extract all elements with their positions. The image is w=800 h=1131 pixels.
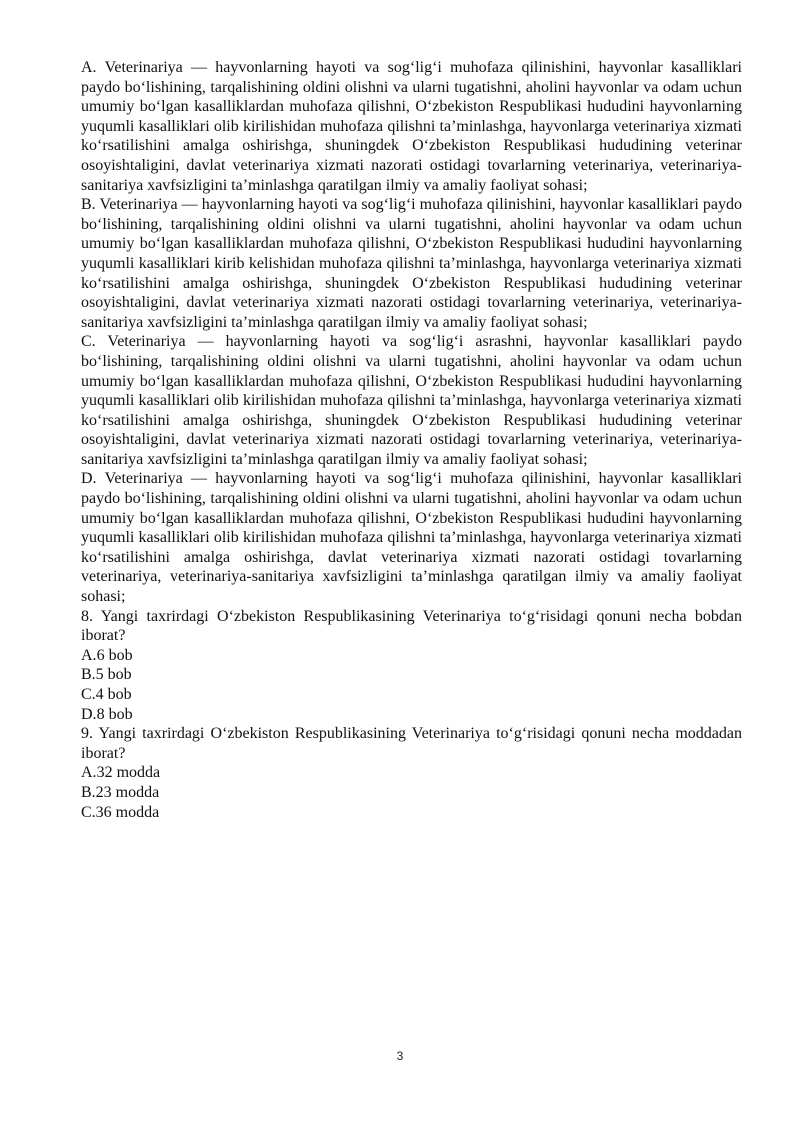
- option-letter: C.: [81, 333, 96, 351]
- option-letter: A.: [81, 646, 97, 664]
- option-text: 36 modda: [95, 803, 160, 821]
- question-text: Yangi taxrirdagi O‘zbekiston Respublikasining Veterinariya to‘g‘risidagi qonuni necha moddadan iborat?: [81, 725, 743, 762]
- question-8-option-b: [81, 665, 742, 685]
- document-body: [81, 58, 742, 822]
- question-8: [81, 607, 742, 646]
- question-9: [81, 724, 742, 763]
- question-number: 9.: [81, 725, 93, 743]
- option-letter: B.: [81, 666, 96, 684]
- option-text: 8 bob: [96, 705, 133, 723]
- option-c: [81, 332, 742, 469]
- option-text: 23 modda: [95, 783, 160, 801]
- option-letter: B.: [81, 196, 96, 214]
- question-8-option-c: [81, 685, 742, 705]
- question-9-option-a: [81, 763, 742, 783]
- question-8-option-d: [81, 705, 742, 725]
- option-text: Veterinariya — hayvonlarning hayoti va sog‘lig‘i asrashni, hayvonlar kasalliklari paydo bo‘lishining, tarqalishining oldini olishni va ularni tugatishni, aholini hayvonlar va odam uchun umumiy bo‘lgan kasalliklardan muhofaza qilishni, O‘zbekiston Respublikasi hududini hayvonlarning yuqumli kasalliklari olib kirilishidan muhofaza qilishni ta’minlashga, hayvonlarga veterinariya xizmati ko‘rsatilishini amalga oshirishga, shuningdek O‘zbekiston Respublikasi hududining veterinar osoyishtaligini, davlat veterinariya xizmati nazorati ostidagi tovarlarning veterinariya, veterinariya-sanitariya xavfsizligini ta’minlashga qaratilgan ilmiy va amaliy faoliyat sohasi;: [81, 333, 742, 468]
- option-letter: B.: [81, 783, 96, 801]
- question-text: Yangi taxrirdagi O‘zbekiston Respublikasining Veterinariya to‘g‘risidagi qonuni necha bobdan iborat?: [81, 607, 743, 645]
- option-letter: D.: [81, 705, 97, 723]
- option-text: 32 modda: [96, 764, 161, 782]
- option-letter: A.: [81, 764, 97, 782]
- option-text: Veterinariya — hayvonlarning hayoti va sog‘lig‘i muhofaza qilinishini, hayvonlar kasalliklari paydo bo‘lishining, tarqalishining oldini olishni va ularni tugatishni, aholini hayvonlar va odam uchun umumiy bo‘lgan kasalliklardan muhofaza qilishni, O‘zbekiston Respublikasi hududini hayvonlarning yuqumli kasalliklari olib kirilishidan muhofaza qilishni ta’minlashga, hayvonlarga veterinariya xizmati ko‘rsatilishini amalga oshirishga, davlat veterinariya xizmati nazorati ostidagi tovarlarning veterinariya, veterinariya-sanitariya xavfsizligini ta’minlashga qaratilgan ilmiy va amaliy faoliyat sohasi;: [81, 470, 743, 606]
- question-9-option-b: [81, 783, 742, 803]
- option-text: 4 bob: [95, 686, 132, 703]
- option-text: 5 bob: [95, 666, 132, 684]
- option-d: [81, 469, 742, 606]
- option-letter: C.: [81, 803, 96, 821]
- page-number: 3: [396, 1049, 404, 1063]
- option-text: Veterinariya — hayvonlarning hayoti va sog‘lig‘i muhofaza qilinishini, hayvonlar kasalliklari paydo bo‘lishining, tarqalishining oldini olishni va ularni tugatishni, aholini hayvonlar va odam uchun umumiy bo‘lgan kasalliklardan muhofaza qilishni, O‘zbekiston Respublikasi hududini hayvonlarning yuqumli kasalliklari kirib kelishidan muhofaza qilishni ta’minlashga, hayvonlarga veterinariya xizmati ko‘rsatilishini amalga oshirishga, shuningdek O‘zbekiston Respublikasi hududining veterinar osoyishtaligini, davlat veterinariya xizmati nazorati ostidagi tovarlarning veterinariya, veterinariya-sanitariya xavfsizligini ta’minlashga qaratilgan ilmiy va amaliy faoliyat sohasi;: [81, 196, 742, 331]
- option-a: [81, 58, 742, 195]
- option-letter: C.: [81, 686, 96, 703]
- question-8-option-a: [81, 646, 742, 666]
- question-number: 8.: [81, 607, 93, 625]
- option-letter: A.: [81, 59, 97, 76]
- question-9-option-c: [81, 803, 742, 823]
- option-letter: D.: [81, 470, 97, 488]
- option-b: [81, 195, 742, 332]
- option-text: Veterinariya — hayvonlarning hayoti va sog‘lig‘i muhofaza qilinishini, hayvonlar kasalliklari paydo bo‘lishining, tarqalishining oldini olishni va ularni tugatishni, aholini hayvonlar va odam uchun umumiy bo‘lgan kasalliklardan muhofaza qilishni, O‘zbekiston Respublikasi hududini hayvonlarning yuqumli kasalliklari olib kirilishidan muhofaza qilishni ta’minlashga, hayvonlarga veterinariya xizmati ko‘rsatilishini amalga oshirishga, shuningdek O‘zbekiston Respublikasi hududining veterinar osoyishtaligini, davlat veterinariya xizmati nazorati ostidagi tovarlarning veterinariya, veterinariya-sanitariya xavfsizligini ta’minlashga qaratilgan ilmiy va amaliy faoliyat sohasi;: [81, 59, 743, 194]
- option-text: 6 bob: [96, 646, 133, 664]
